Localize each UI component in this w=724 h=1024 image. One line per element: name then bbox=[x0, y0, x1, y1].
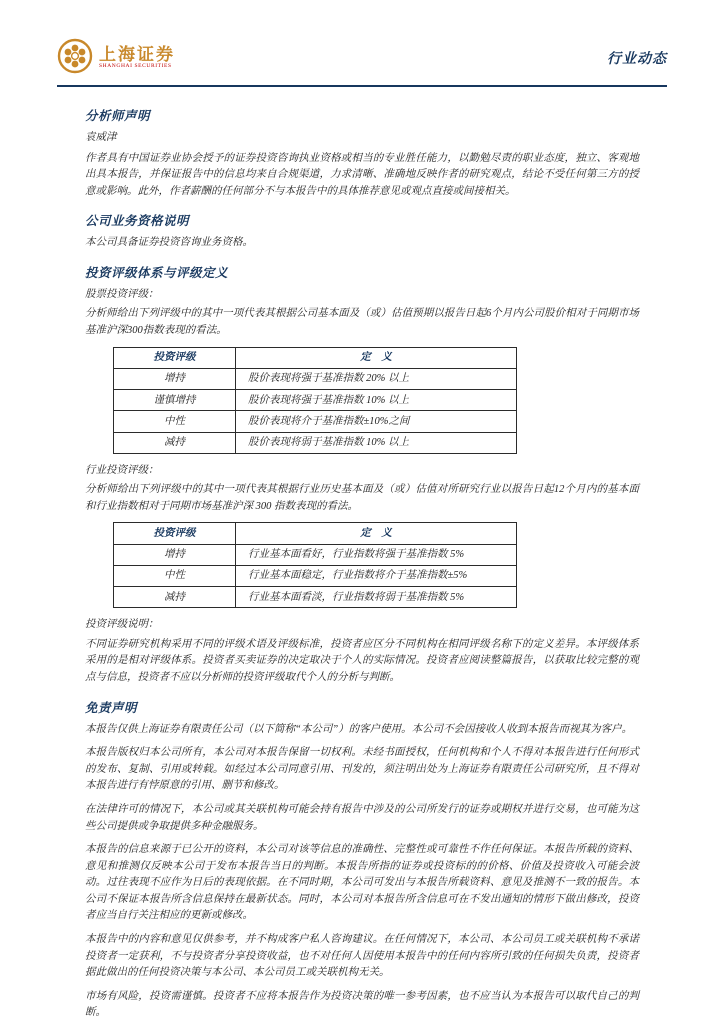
stock-rating-label: 股票投资评级： bbox=[85, 288, 159, 300]
brand-emblem-icon bbox=[57, 38, 93, 79]
industry-rating-description: 分析师给出下列评级中的其中一项代表其根据行业历史基本面及（或）估值对所研究行业以报告日起12个月内的基本面和行业指数相对于同期市场基准沪深 300 指数表现的看法。 bbox=[85, 484, 639, 512]
analyst-statement-title: 分析师声明 bbox=[85, 109, 151, 123]
stock-rating-description: 分析师给出下列评级中的其中一项代表其根据公司基本面及（或）估值预期以报告日起6个月内公司股价相对于同期市场基准沪深300指数表现的看法。 bbox=[85, 308, 639, 337]
table-row bbox=[114, 368, 517, 389]
rating-cell: 中性 bbox=[114, 565, 236, 586]
page-header bbox=[57, 34, 667, 82]
analyst-statement-text: 作者具有中国证券业协会授予的证券投资咨询执业资格或相当的专业胜任能力，以勤勉尽责的职业态度，独立、客观地出具本报告，并保证报告中的信息均来自合规渠道，力求清晰、准确地反映作者的研究观点，结论不受任何第三方的授意或影响。此外，作者薪酬的任何部分不与本报告中的具体推荐意见或观点直接或间接相关。 bbox=[85, 152, 639, 197]
section-analyst-statement bbox=[85, 106, 639, 200]
brand-text bbox=[99, 46, 175, 70]
disclaimer-title: 免责声明 bbox=[85, 700, 138, 715]
disclaimer-paragraph: 本报告版权归本公司所有，本公司对本报告保留一切权利。未经书面授权，任何机构和个人不得对本报告进行任何形式的发布、复制、引用或转载。如经过本公司同意引用、刊发的，须注明出处为上海证券有限责任公司研究所，且不得对本报告进行有悖原意的引用、删节和修改。 bbox=[85, 747, 639, 792]
rating-cell: 减持 bbox=[114, 587, 236, 608]
rating-system-title: 投资评级体系与评级定义 bbox=[85, 265, 229, 280]
table-row bbox=[114, 411, 517, 432]
definition-cell: 股价表现将弱于基准指数 10% 以上 bbox=[236, 432, 517, 453]
definition-cell: 行业基本面看好，行业指数将强于基准指数 5% bbox=[236, 544, 517, 565]
rating-note-label: 投资评级说明： bbox=[85, 619, 159, 631]
rating-cell: 增持 bbox=[114, 544, 236, 565]
rating-note-text: 不同证券研究机构采用不同的评级术语及评级标准，投资者应区分不同机构在相同评级名称下的定义差异。本评级体系采用的是相对评级体系。投资者买卖证券的决定取决于个人的实际情况。投资者应阅读整篇报告，以获取比较完整的观点与信息，投资者不应以分析师的投资评级取代个人的分析与判断。 bbox=[85, 638, 639, 684]
definition-cell: 行业基本面稳定，行业指数将介于基准指数±5% bbox=[236, 565, 517, 586]
rating-column-header: 投资评级 bbox=[114, 347, 236, 368]
table-header-row bbox=[114, 347, 517, 368]
rating-column-header: 投资评级 bbox=[114, 523, 236, 544]
disclaimer-paragraph: 本报告的信息来源于已公开的资料，本公司对该等信息的准确性、完整性或可靠性不作任何保证。本报告所载的资料、意见和推测仅反映本公司于发布本报告当日的判断。本报告所指的证券或投资标的的价格、价值及投资收入可能会波动。过往表现不应作为日后的表现依据。在不同时期，本公司可发出与本报告所载资料、意见及推测不一致的报告。本公司不保证本报告所含信息保持在最新状态。同时，本公司对本报告所含信息可在不发出通知的情形下做出修改，投资者应当自行关注相应的更新或修改。 bbox=[85, 844, 639, 922]
table-row bbox=[114, 587, 517, 608]
disclaimer-paragraph: 本报告仅供上海证券有限责任公司（以下简称“本公司”）的客户使用。本公司不会因接收人收到本报告而视其为客户。 bbox=[85, 723, 633, 735]
definition-cell: 行业基本面看淡，行业指数将弱于基准指数 5% bbox=[236, 587, 517, 608]
table-header-row bbox=[114, 523, 517, 544]
disclaimer-paragraph: 市场有风险，投资需谨慎。投资者不应将本报告作为投资决策的唯一参考因素，也不应当认为本报告可以取代自己的判断。 bbox=[85, 990, 639, 1019]
industry-rating-label: 行业投资评级： bbox=[85, 464, 159, 476]
brand-logo bbox=[57, 38, 175, 79]
definition-cell: 股价表现将强于基准指数 20% 以上 bbox=[236, 368, 517, 389]
company-qualification-text: 本公司具备证券投资咨询业务资格。 bbox=[85, 237, 253, 249]
definition-column-header: 定 义 bbox=[236, 347, 517, 368]
definition-cell: 股价表现将强于基准指数 10% 以上 bbox=[236, 390, 517, 411]
definition-cell: 股价表现将介于基准指数±10%之间 bbox=[236, 411, 517, 432]
table-row bbox=[114, 544, 517, 565]
brand-name-cn: 上海证券 bbox=[99, 45, 175, 65]
rating-cell: 减持 bbox=[114, 432, 236, 453]
definition-column-header: 定 义 bbox=[236, 523, 517, 544]
rating-cell: 中性 bbox=[114, 411, 236, 432]
disclaimer-paragraph: 本报告中的内容和意见仅供参考，并不构成客户私人咨询建议。在任何情况下，本公司、本公司员工或关联机构不承诺投资者一定获利，不与投资者分享投资收益，也不对任何人因使用本报告中的任何内容所引致的任何损失负责，投资者据此做出的任何投资决策与本公司、本公司员工或关联机构无关。 bbox=[85, 934, 639, 979]
rating-cell: 增持 bbox=[114, 368, 236, 389]
disclaimer-paragraph: 在法律许可的情况下，本公司或其关联机构可能会持有报告中涉及的公司所发行的证券或期权并进行交易，也可能为这些公司提供或争取提供多种金融服务。 bbox=[85, 803, 639, 832]
section-company-qualification bbox=[85, 211, 639, 252]
company-qualification-title: 公司业务资格说明 bbox=[85, 214, 190, 229]
stock-rating-table bbox=[113, 347, 517, 454]
rating-cell: 谨慎增持 bbox=[114, 390, 236, 411]
section-rating-system bbox=[85, 263, 639, 687]
table-row bbox=[114, 565, 517, 586]
doc-type-label: 行业动态 bbox=[607, 52, 667, 67]
content bbox=[57, 87, 667, 1022]
table-row bbox=[114, 390, 517, 411]
industry-rating-table bbox=[113, 522, 517, 608]
brand-name-en: SHANGHAI SECURITIES bbox=[99, 63, 172, 70]
analyst-name: 袁威津 bbox=[85, 132, 117, 143]
section-disclaimer bbox=[85, 698, 639, 1022]
table-row bbox=[114, 432, 517, 453]
